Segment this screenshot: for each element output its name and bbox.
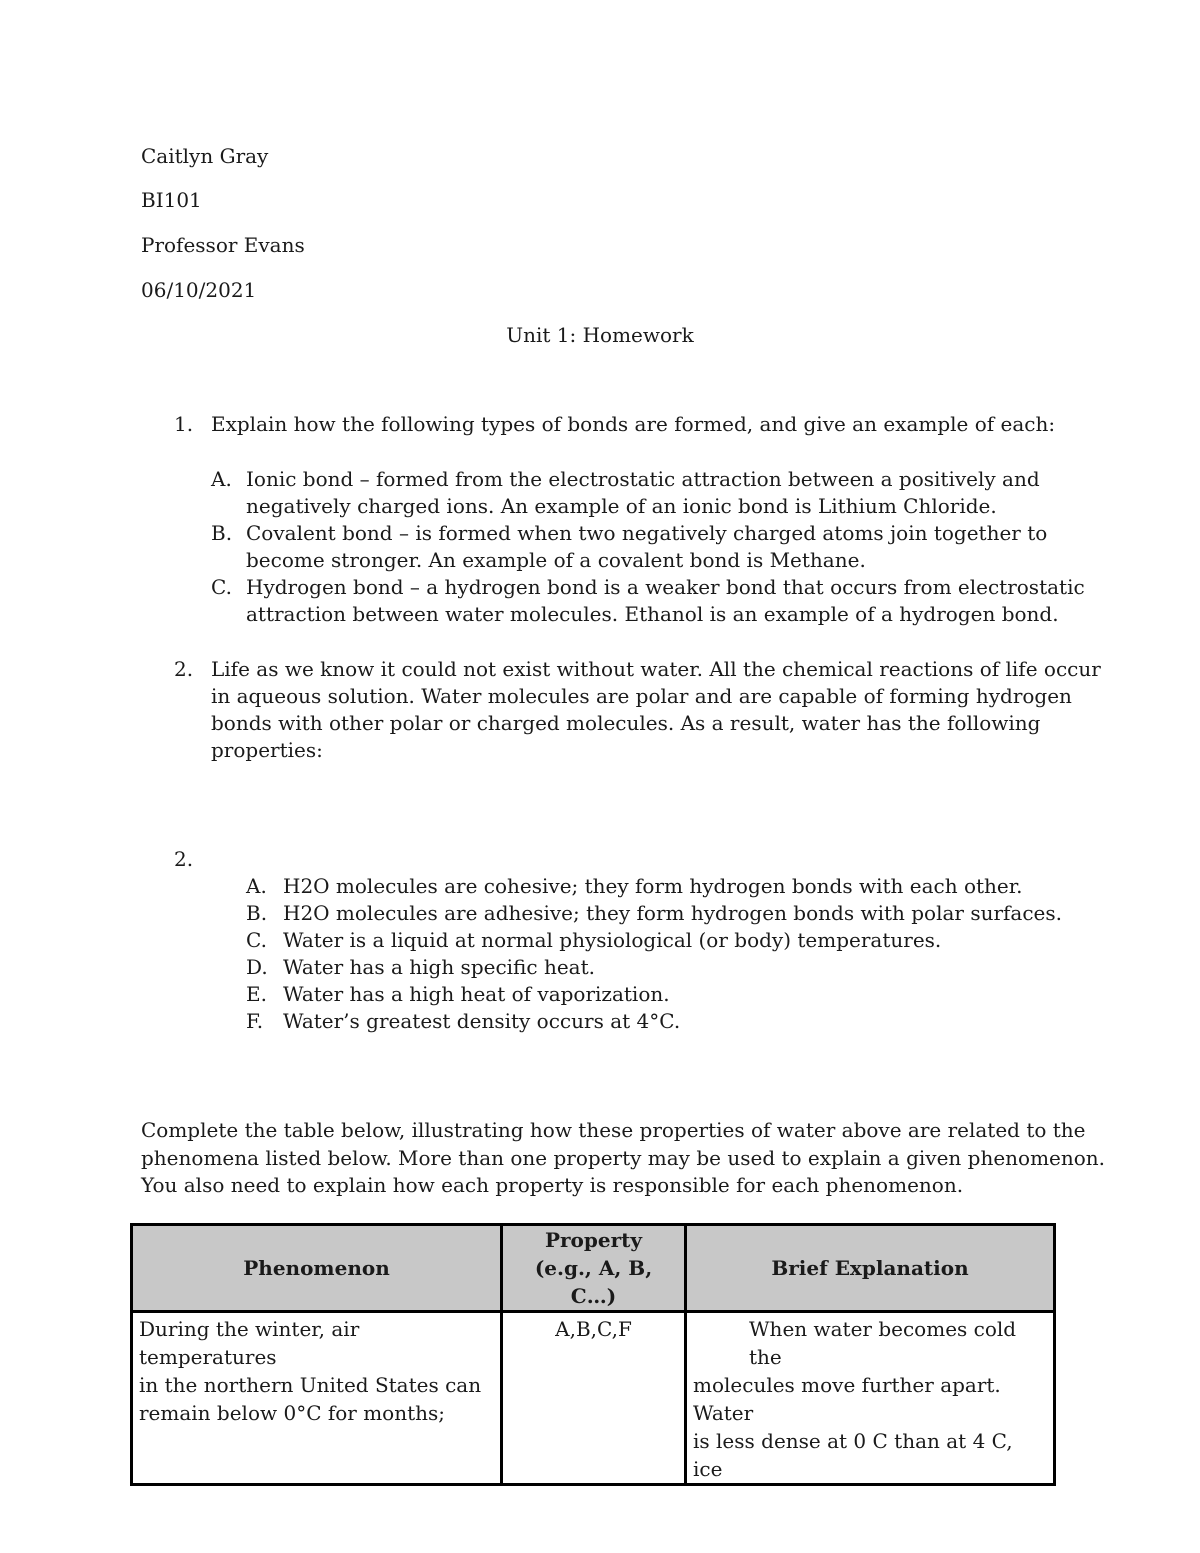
question-2-number: 2. <box>174 657 194 681</box>
cell-line: During the winter, air temperatures <box>139 1317 360 1369</box>
header-property <box>502 1225 686 1312</box>
cell-line: When water becomes cold the <box>749 1317 1017 1369</box>
property-list-number-label: 2. <box>174 847 194 871</box>
question-2-text: Life as we know it could not exist without water. All the chemical reactions of life occur <box>211 657 1101 681</box>
question-2-text: in aqueous solution. Water molecules are polar and are capable of forming hydrogen <box>211 684 1072 708</box>
item-text: H2O molecules are adhesive; they form hydrogen bonds with polar surfaces. <box>283 901 1063 925</box>
course-code: BI101 <box>141 188 202 212</box>
item-text: become stronger. An example of a covalent bond is Methane. <box>246 548 866 572</box>
question-1-number: 1. <box>174 412 194 436</box>
cell-phenomenon[interactable] <box>132 1312 502 1485</box>
item-text: H2O molecules are cohesive; they form hydrogen bonds with each other. <box>283 874 1023 898</box>
properties-table <box>130 1223 1056 1486</box>
item-letter: E. <box>246 982 267 1006</box>
item-letter: B. <box>211 521 233 545</box>
cell-line: remain below 0°C for months; <box>139 1401 446 1425</box>
professor-name: Professor Evans <box>141 233 305 257</box>
cell-line: in the northern United States can <box>139 1373 482 1397</box>
student-name: Caitlyn Gray <box>141 144 269 168</box>
instruction-line: You also need to explain how each property is responsible for each phenomenon. <box>141 1173 964 1197</box>
header-phenomenon: Phenomenon <box>132 1225 502 1312</box>
document-title: Unit 1: Homework <box>506 323 694 347</box>
header-explanation: Brief Explanation <box>686 1225 1055 1312</box>
header-property-line2: (e.g., A, B, C…) <box>534 1256 653 1308</box>
question-2-text: properties: <box>211 738 323 762</box>
item-text: Covalent bond – is formed when two negatively charged atoms join together to <box>246 521 1048 545</box>
item-text: Water is a liquid at normal physiological (or body) temperatures. <box>283 928 942 952</box>
instruction-line: phenomena listed below. More than one property may be used to explain a given phenomenon. <box>141 1146 1106 1170</box>
item-text: Hydrogen bond – a hydrogen bond is a weaker bond that occurs from electrostatic <box>246 575 1085 599</box>
cell-line: molecules move further apart. Water <box>693 1373 1001 1425</box>
item-letter: B. <box>246 901 268 925</box>
item-letter: F. <box>246 1009 264 1033</box>
header-property-line1: Property <box>544 1228 643 1252</box>
question-2-text: bonds with other polar or charged molecules. As a result, water has the following <box>211 711 1041 735</box>
item-letter: A. <box>211 467 232 491</box>
item-text: Ionic bond – formed from the electrostatic attraction between a positively and <box>246 467 1040 491</box>
table-header-row <box>132 1225 1055 1312</box>
cell-line: is less dense at 0 C than at 4 C, ice <box>693 1429 1013 1481</box>
cell-line: A,B,C,F <box>555 1317 632 1341</box>
cell-explanation[interactable] <box>686 1312 1055 1485</box>
cell-property[interactable] <box>502 1312 686 1485</box>
item-text: Water’s greatest density occurs at 4°C. <box>283 1009 681 1033</box>
instruction-line: Complete the table below, illustrating how these properties of water above are related to the <box>141 1118 1086 1142</box>
date: 06/10/2021 <box>141 278 257 302</box>
question-1-prompt: Explain how the following types of bonds are formed, and give an example of each: <box>211 412 1056 436</box>
item-text: Water has a high heat of vaporization. <box>283 982 670 1006</box>
table-row <box>132 1312 1055 1485</box>
item-text: negatively charged ions. An example of an ionic bond is Lithium Chloride. <box>246 494 997 518</box>
item-text: attraction between water molecules. Ethanol is an example of a hydrogen bond. <box>246 602 1059 626</box>
item-letter: C. <box>211 575 232 599</box>
item-letter: A. <box>246 874 267 898</box>
item-letter: C. <box>246 928 267 952</box>
item-text: Water has a high specific heat. <box>283 955 595 979</box>
item-letter: D. <box>246 955 268 979</box>
